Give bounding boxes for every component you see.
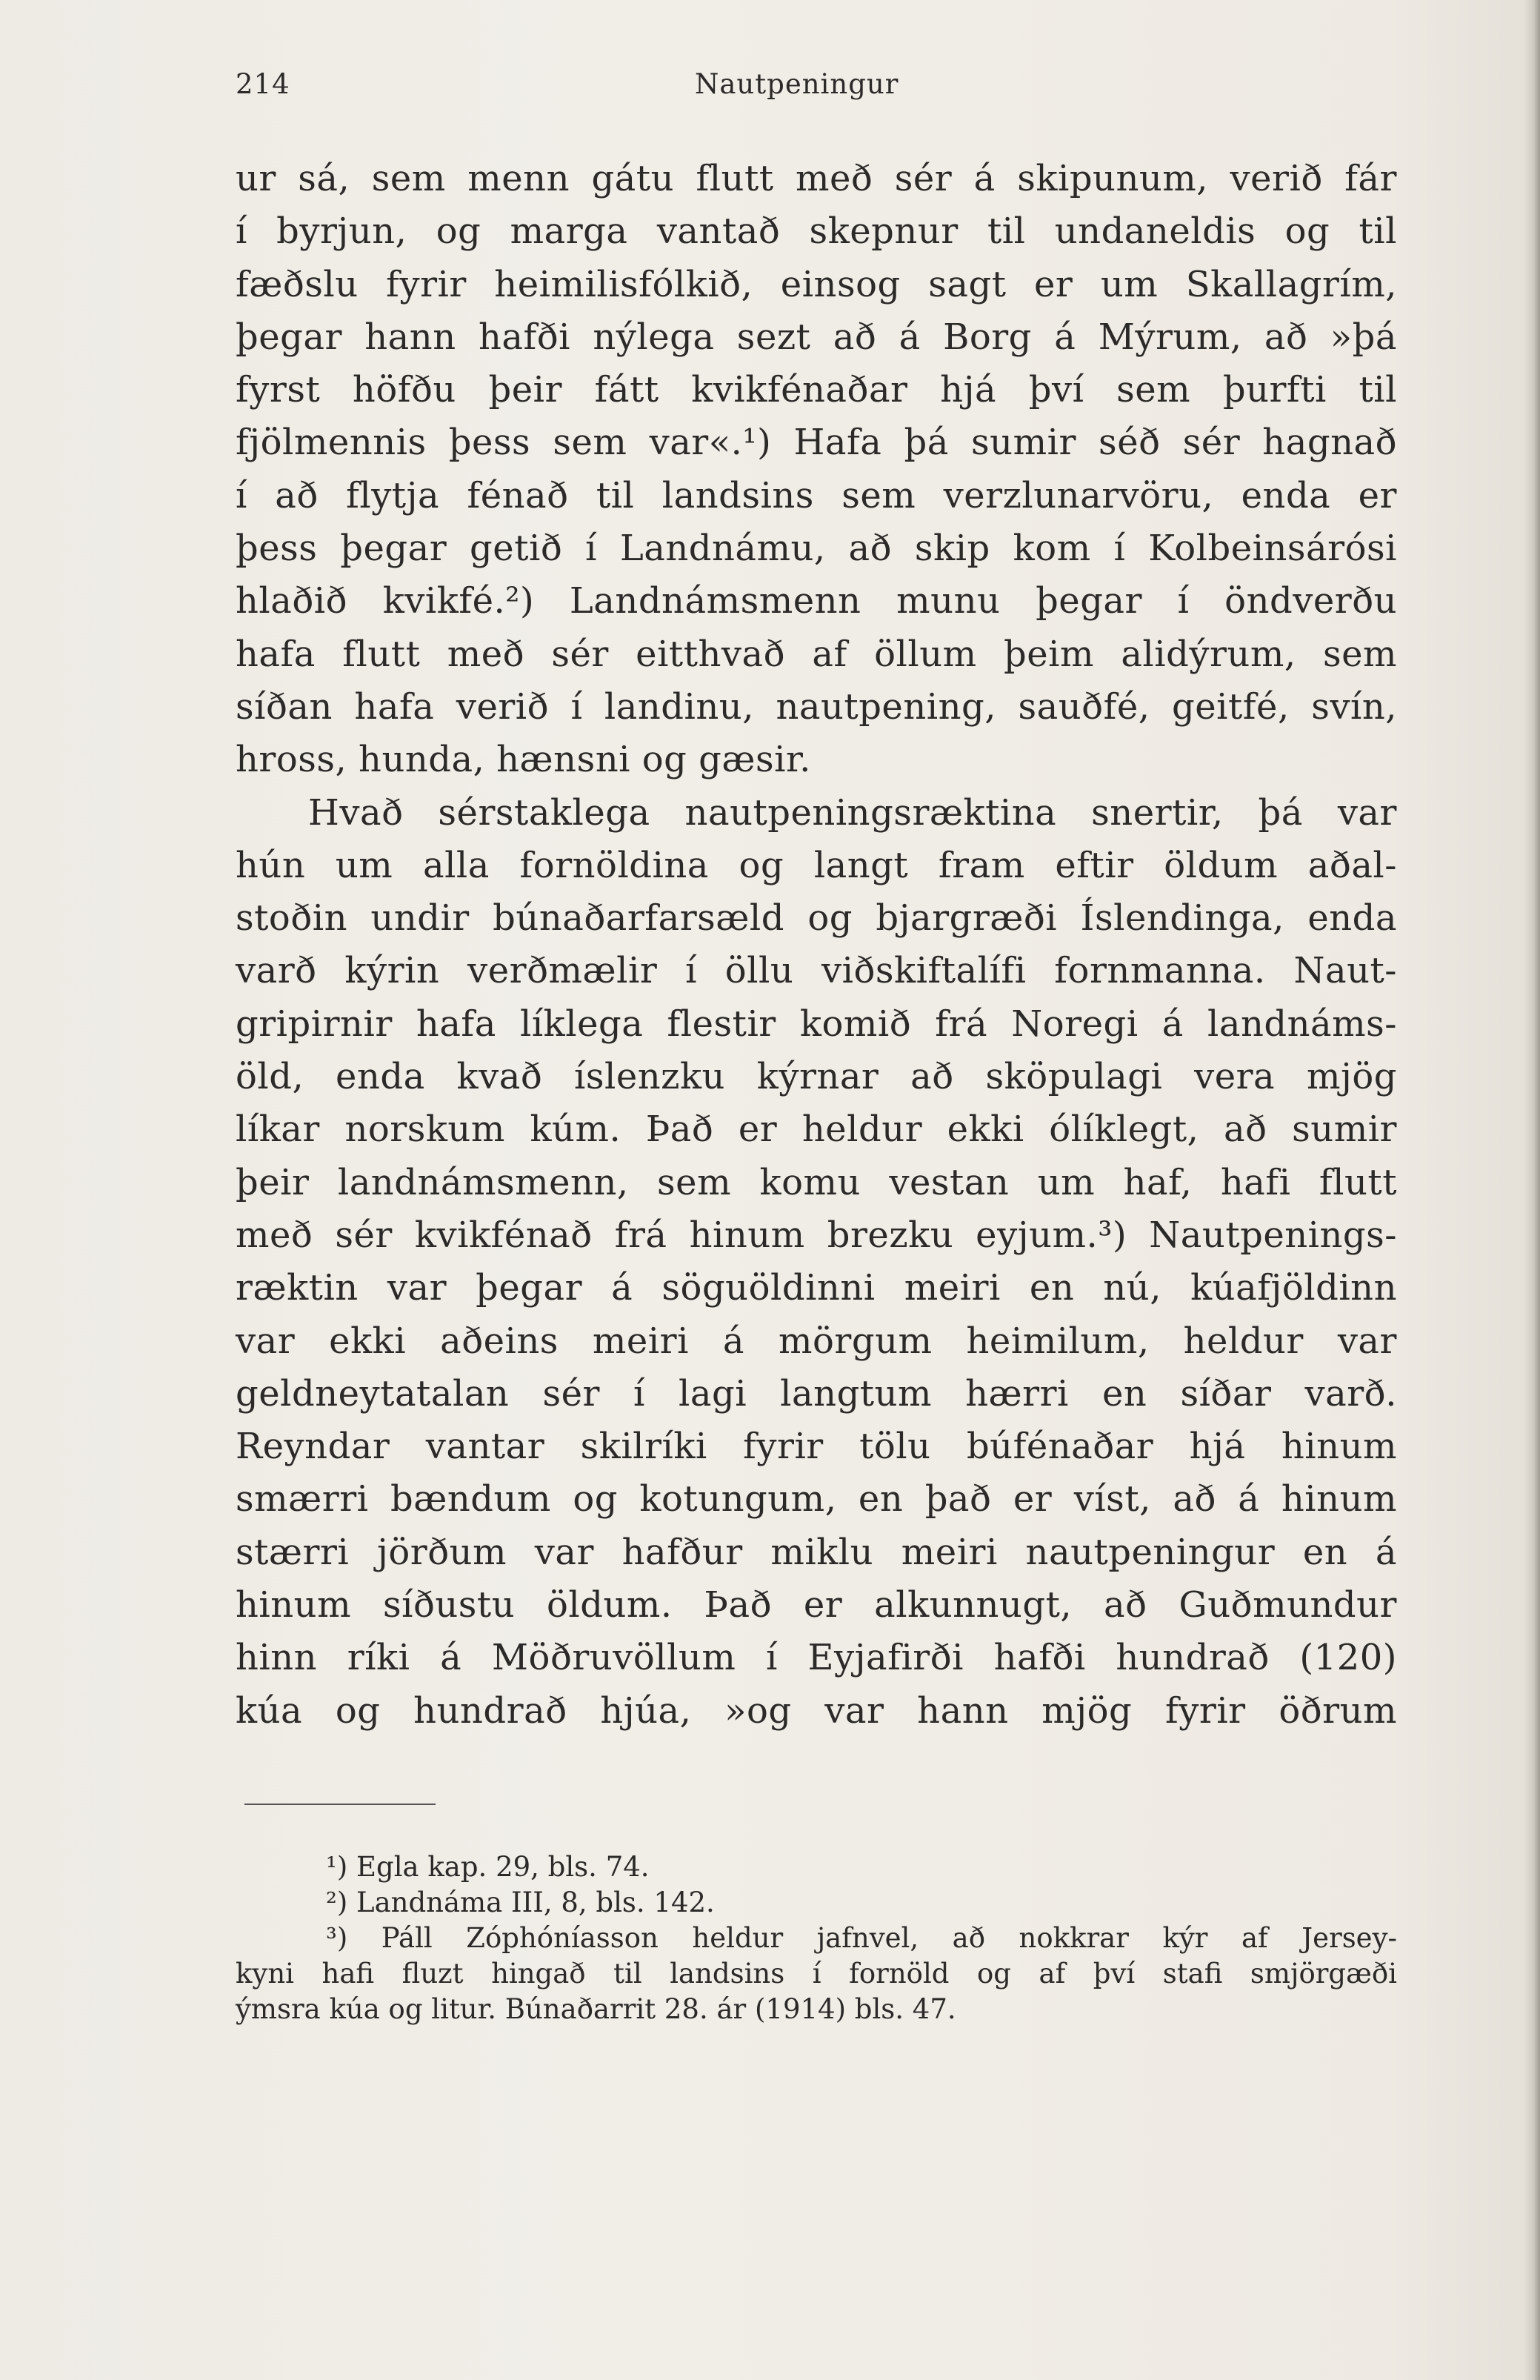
footnote-line: ¹) Egla kap. 29, bls. 74.	[326, 1851, 650, 1883]
page-edge-shadow	[1524, 0, 1540, 2380]
text-line: þess þegar getið í Landnámu, að skip kom í Kolbeinsárósi	[236, 528, 1397, 570]
footnote-line: ýmsra kúa og litur. Búnaðarrit 28. ár (1914) bls. 47.	[236, 1993, 956, 2025]
text-line: kúa og hundrað hjúa, »og var hann mjög fyrir öðrum	[236, 1689, 1397, 1732]
text-line: öld, enda kvað íslenzku kýrnar að sköpulagi vera mjög	[236, 1056, 1397, 1098]
text-line: fjölmennis þess sem var«.¹) Hafa þá sumir séð sér hagnað	[236, 422, 1397, 464]
text-line: Hvað sérstaklega nautpeningsræktina snertir, þá var	[308, 791, 1397, 834]
text-line: varð kýrin verðmælir í öllu viðskiftalífi fornmanna. Naut-	[236, 950, 1397, 992]
text-line: fæðslu fyrir heimilisfólkið, einsog sagt er um Skallagrím,	[236, 263, 1397, 305]
text-line: var ekki aðeins meiri á mörgum heimilum, heldur var	[236, 1320, 1397, 1362]
text-line: í að flytja fénað til landsins sem verzlunarvöru, enda er	[236, 474, 1397, 516]
text-line: hún um alla fornöldina og langt fram eftir öldum aðal-	[236, 844, 1397, 886]
text-line: með sér kvikfénað frá hinum brezku eyjum.³) Nautpenings-	[236, 1214, 1397, 1256]
text-line: í byrjun, og marga vantað skepnur til undaneldis og til	[236, 210, 1397, 253]
footnote-line: kyni hafi fluzt hingað til landsins í fornöld og af því stafi smjörgæði	[236, 1958, 1397, 1990]
text-line: líkar norskum kúm. Það er heldur ekki ólíklegt, að sumir	[236, 1108, 1397, 1151]
text-line: ræktin var þegar á söguöldinni meiri en nú, kúafjöldinn	[236, 1267, 1397, 1309]
text-line: fyrst höfðu þeir fátt kvikfénaðar hjá því sem þurfti til	[236, 369, 1397, 411]
text-line: þegar hann hafði nýlega sezt að á Borg á Mýrum, að »þá	[236, 316, 1397, 358]
footnote-line: ³) Páll Zóphóníasson heldur jafnvel, að nokkrar kýr af Jersey-	[326, 1922, 1397, 1954]
text-line: stærri jörðum var hafður miklu meiri nautpeningur en á	[236, 1531, 1397, 1573]
text-line: Reyndar vantar skilríki fyrir tölu búfénaðar hjá hinum	[236, 1426, 1397, 1468]
footnote-divider	[244, 1804, 436, 1805]
text-line: hross, hunda, hænsni og gæsir.	[236, 739, 811, 781]
text-line: stoðin undir búnaðarfarsæld og bjargræði Íslendinga, enda	[236, 897, 1397, 940]
text-line: þeir landnámsmenn, sem komu vestan um haf, hafi flutt	[236, 1161, 1397, 1203]
page-header	[236, 68, 1406, 113]
footnote-line: ²) Landnáma III, 8, bls. 142.	[326, 1887, 715, 1918]
text-line: hlaðið kvikfé.²) Landnámsmenn munu þegar í öndverðu	[236, 580, 1397, 622]
footnotes	[236, 1849, 1397, 2027]
text-line: ur sá, sem menn gátu flutt með sér á skipunum, verið fár	[236, 158, 1397, 199]
text-line: smærri bændum og kotungum, en það er víst, að á hinum	[236, 1478, 1397, 1520]
text-line: hafa flutt með sér eitthvað af öllum þeim alidýrum, sem	[236, 633, 1397, 675]
page-number: 214	[236, 68, 290, 100]
text-line: hinn ríki á Möðruvöllum í Eyjafirði hafði hundrað (120)	[236, 1637, 1397, 1679]
text-line: hinum síðustu öldum. Það er alkunnugt, að Guðmundur	[236, 1584, 1397, 1626]
text-line: geldneytatalan sér í lagi langtum hærri en síðar varð.	[236, 1372, 1397, 1415]
text-line: gripirnir hafa líklega flestir komið frá Noregi á landnáms-	[236, 1003, 1397, 1045]
body-text	[236, 153, 1397, 1738]
text-line: síðan hafa verið í landinu, nautpening, sauðfé, geitfé, svín,	[236, 685, 1397, 728]
running-head: Nautpeningur	[695, 68, 899, 100]
